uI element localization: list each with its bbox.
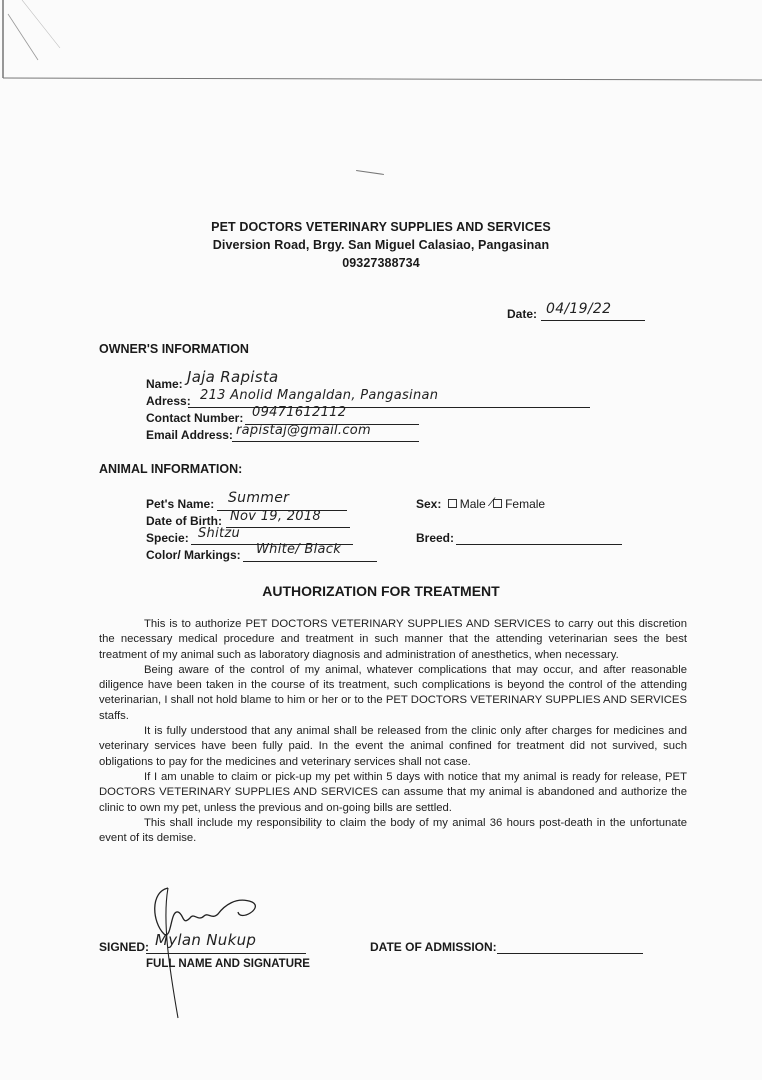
authorization-body bbox=[99, 617, 687, 846]
date-of-admission-label: DATE OF ADMISSION: bbox=[370, 940, 497, 954]
dob-label: Date of Birth: bbox=[146, 514, 222, 528]
color-label: Color/ Markings: bbox=[146, 548, 241, 562]
date-value: 04/19/22 bbox=[546, 301, 612, 317]
owner-contact-value: 09471612112 bbox=[252, 405, 347, 420]
authorization-title: AUTHORIZATION FOR TREATMENT bbox=[262, 583, 500, 599]
pet-name-label: Pet's Name: bbox=[146, 497, 215, 511]
owner-email-value: rapistaj@gmail.com bbox=[236, 423, 372, 438]
authorization-paragraph-5: This shall include my responsibility to claim the body of my animal 36 hours post-death in the unfortunate event of its demise. bbox=[99, 816, 687, 845]
date-line bbox=[541, 320, 645, 321]
dob-line bbox=[226, 527, 350, 528]
owner-email-label: Email Address: bbox=[146, 428, 233, 442]
signer-name: Mylan Nukup bbox=[155, 931, 257, 949]
authorization-paragraph-2: Being aware of the control of my animal, whatever complications that may occur, and after reasonable diligence have been taken in the course of its treatment, such complications is beyond the control of the attending veterinarian, I shall not hold blame to him or her or to the PET DOCTORS VETERINARY SUPPLIES AND SERVICES staffs. bbox=[99, 663, 687, 722]
pet-name-value: Summer bbox=[228, 490, 290, 506]
clinic-phone: 09327388734 bbox=[342, 256, 420, 270]
specie-value: Shitzu bbox=[198, 526, 241, 541]
clinic-address: Diversion Road, Brgy. San Miguel Calasiao, Pangasinan bbox=[212, 238, 550, 252]
dob-value: Nov 19, 2018 bbox=[230, 509, 321, 524]
breed-line bbox=[456, 544, 622, 545]
owner-name-value: Jaja Rapista bbox=[187, 368, 279, 386]
clinic-name: PET DOCTORS VETERINARY SUPPLIES AND SERVICES bbox=[211, 220, 551, 234]
animal-section-title: ANIMAL INFORMATION: bbox=[99, 462, 243, 476]
owner-email-line bbox=[232, 441, 419, 442]
owner-contact-label: Contact Number: bbox=[146, 411, 244, 425]
signature-caption: FULL NAME AND SIGNATURE bbox=[146, 958, 310, 970]
sex-male-option: Male bbox=[459, 497, 486, 511]
authorization-paragraph-3: It is fully understood that any animal shall be released from the clinic only after charges for medicines and veterinary services have been fully paid. In the event the animal confined for treatment did not survived, such obligations to pay for the medicines and veterinary services shall not case. bbox=[99, 725, 687, 768]
sex-female-option: Female bbox=[505, 497, 546, 511]
male-checkbox bbox=[448, 499, 457, 508]
sex-label: Sex: bbox=[416, 497, 442, 511]
color-value: White/ Black bbox=[256, 542, 342, 557]
authorization-paragraph-1: This is to authorize PET DOCTORS VETERINARY SUPPLIES AND SERVICES to carry out this discretion the necessary medical procedure and treatment in such manner that the attending veterinarian sees the best treatment of my animal such as laboratory diagnosis and administration of anesthetics, when necessary. bbox=[99, 618, 687, 661]
owner-address-line bbox=[188, 407, 590, 408]
date-label: Date: bbox=[507, 307, 538, 321]
owner-name-label: Name: bbox=[146, 377, 183, 391]
authorization-paragraph-4: If I am unable to claim or pick-up my pet within 5 days with notice that my animal is ready for release, PET DOCTORS VETERINARY SUPPLIES AND SERVICES can assume that my animal is abandoned and authorize the clinic to own my pet, unless the previous and on-going bills are settled. bbox=[99, 770, 687, 814]
color-line bbox=[243, 561, 377, 562]
owner-address-value: 213 Anolid Mangaldan, Pangasinan bbox=[200, 388, 439, 403]
specie-label: Specie: bbox=[146, 531, 189, 545]
female-checkbox: ⁄ bbox=[493, 499, 502, 508]
owner-section-title: OWNER'S INFORMATION bbox=[99, 342, 249, 356]
owner-address-label: Adress: bbox=[146, 394, 191, 408]
scan-edge-marks bbox=[0, 0, 762, 90]
signature-scribble bbox=[140, 882, 280, 1022]
signed-label: SIGNED: bbox=[99, 940, 150, 954]
sex-field bbox=[416, 497, 545, 511]
scan-mark bbox=[356, 170, 384, 175]
breed-label: Breed: bbox=[416, 531, 455, 545]
date-of-admission-line bbox=[497, 953, 643, 954]
